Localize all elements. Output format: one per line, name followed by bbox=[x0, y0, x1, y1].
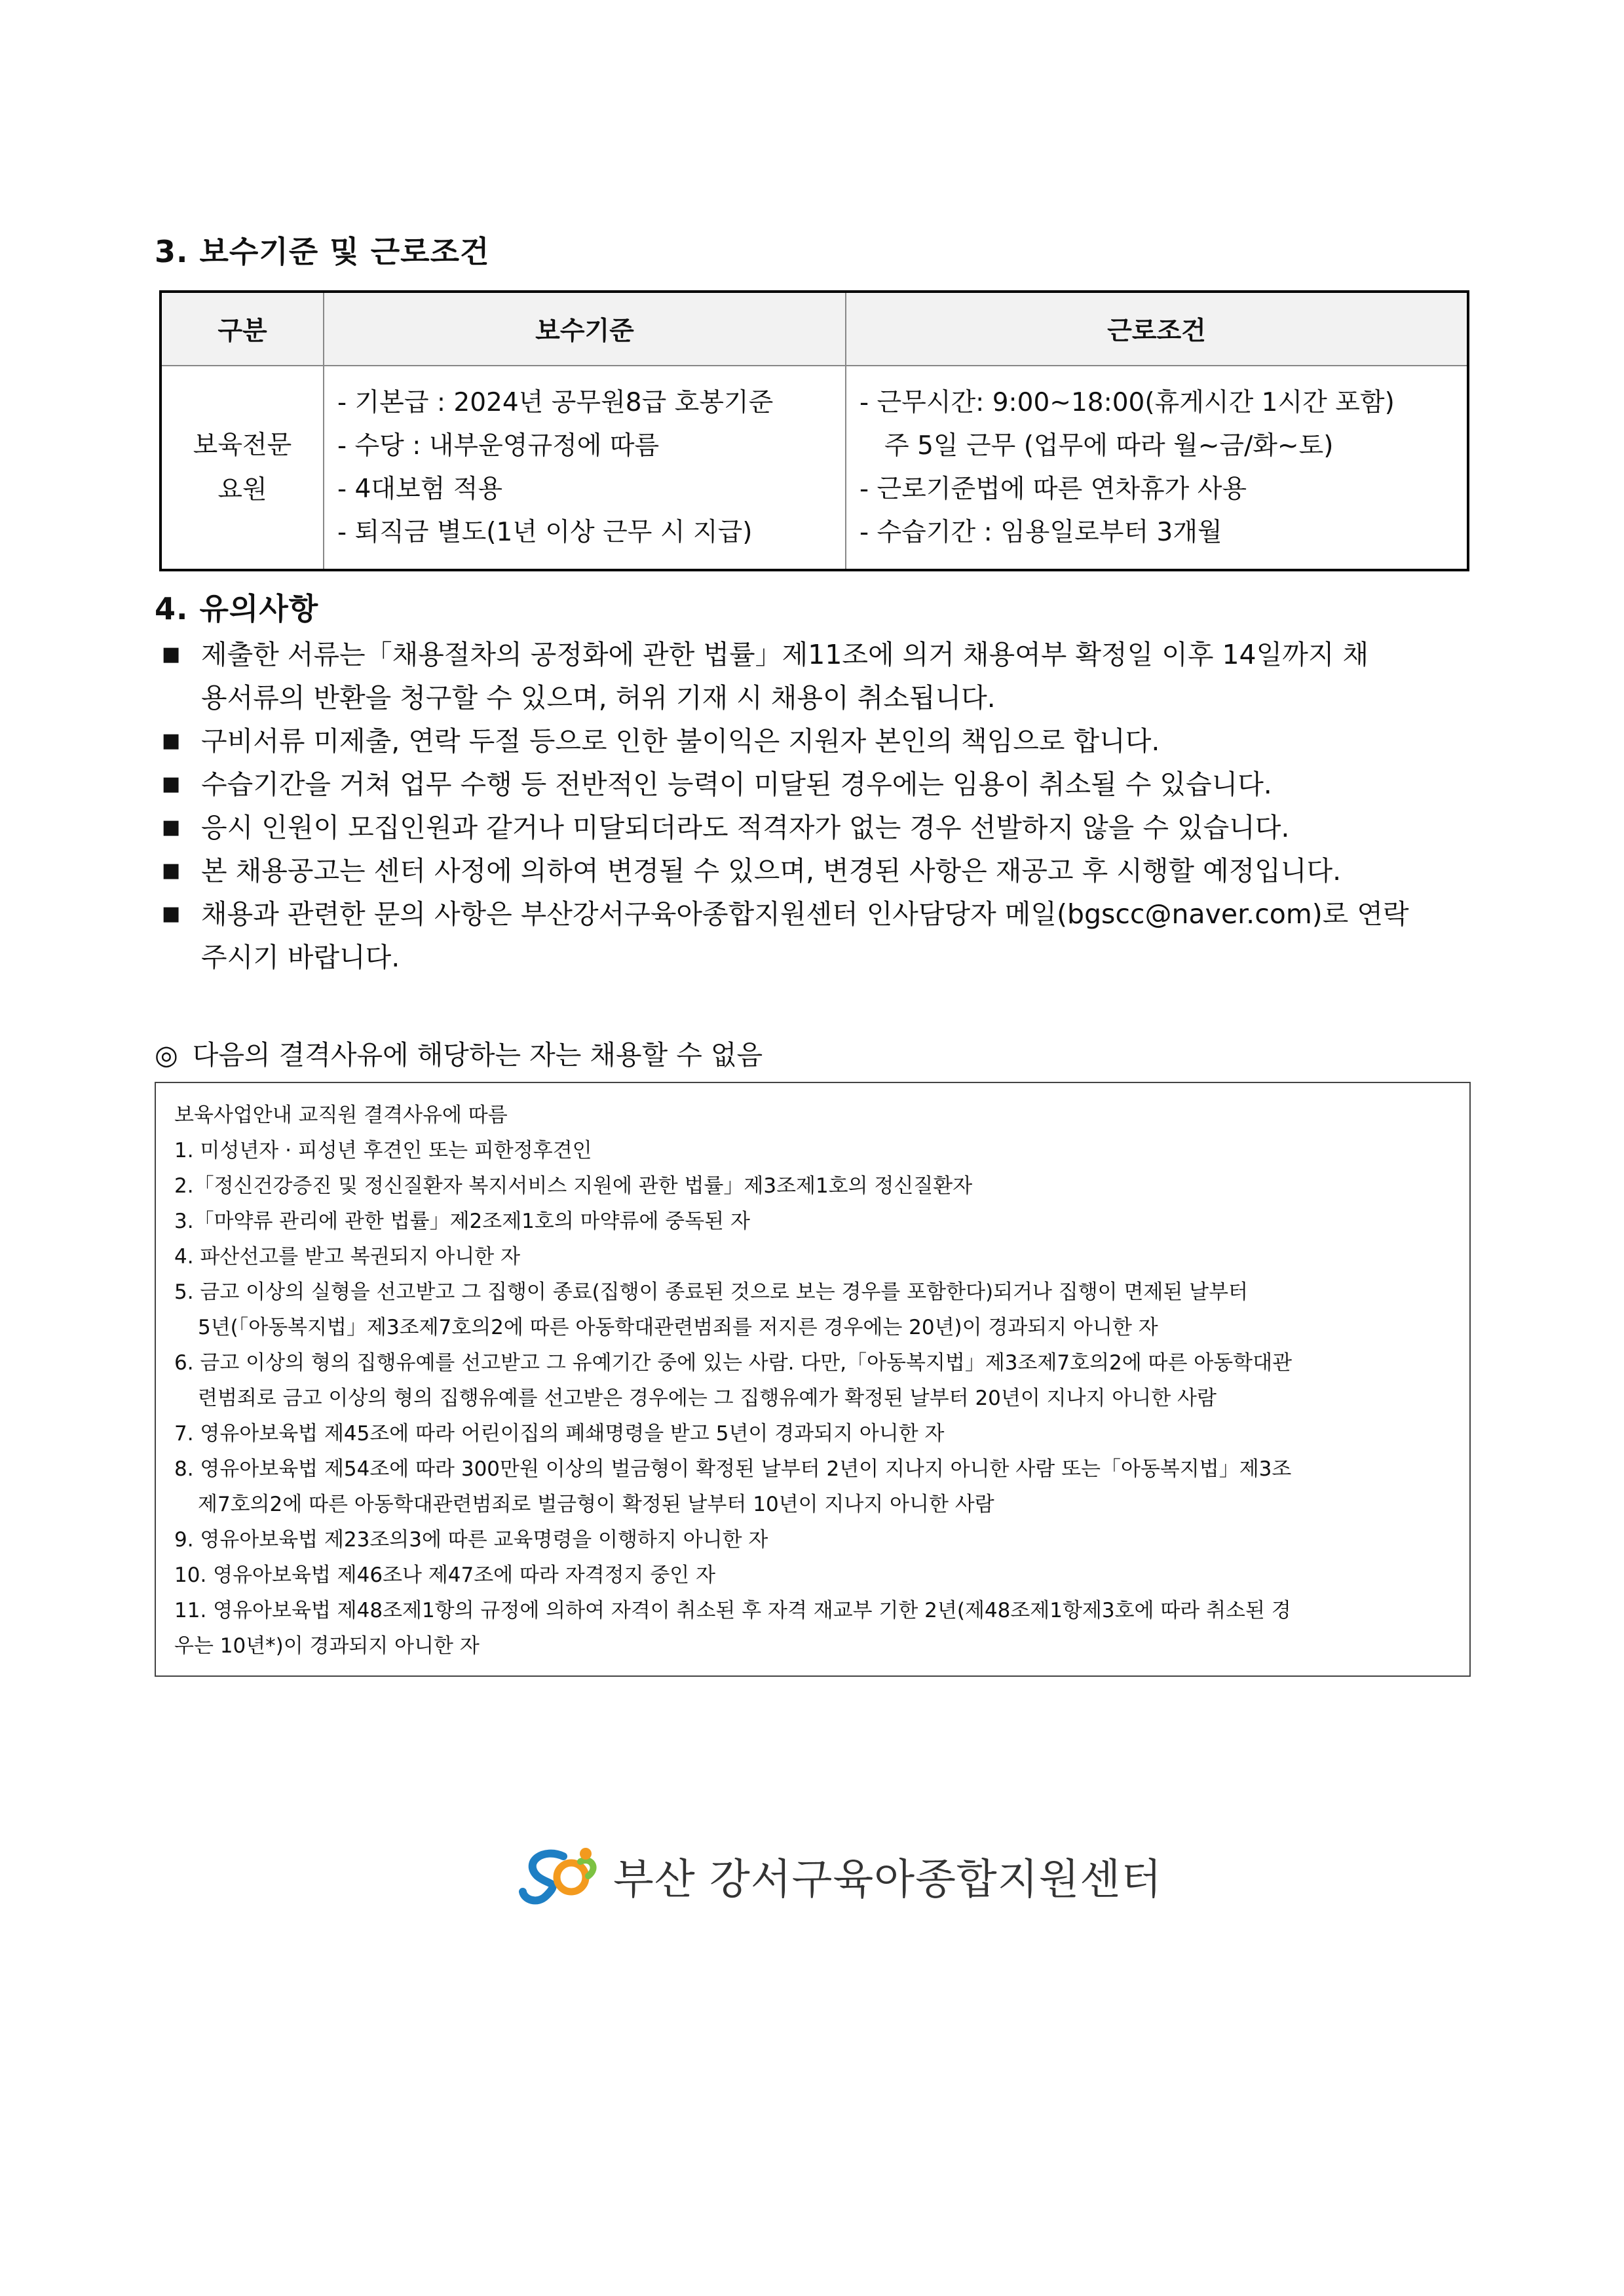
list-item-line: 수습기간을 거쳐 업무 수행 등 전반적인 능력이 미달된 경우에는 임용이 취소될 수 있습니다. bbox=[201, 769, 1272, 800]
disqualification-line: 7. 영유아보육법 제45조에 따라 어린이집의 폐쇄명령을 받고 5년이 경과되지 아니한 자 bbox=[174, 1422, 945, 1445]
work-line: - 근무시간: 9:00~18:00(휴게시간 1시간 포함) bbox=[859, 387, 1395, 417]
pay-line: - 기본급 : 2024년 공무원8급 호봉기준 bbox=[337, 387, 774, 417]
section-4-heading: 4. 유의사항 bbox=[155, 591, 319, 626]
category-cell bbox=[161, 366, 324, 570]
list-item bbox=[159, 806, 1482, 849]
list-item-line: 구비서류 미제출, 연락 두절 등으로 인한 불이익은 지원자 본인의 책임으로 합니다. bbox=[201, 725, 1160, 757]
disqualification-line: 1. 미성년자 · 피성년 후견인 또는 피한정후견인 bbox=[174, 1139, 592, 1162]
disqualification-line: 8. 영유아보육법 제54조에 따라 300만원 이상의 벌금형이 확정된 날부터 2년이 지나지 아니한 사람 또는「아동복지법」제3조 bbox=[174, 1457, 1292, 1481]
disqualification-heading-text: 다음의 결격사유에 해당하는 자는 채용할 수 없음 bbox=[192, 1039, 763, 1071]
disqualification-line: 9. 영유아보육법 제23조의3에 따른 교육명령을 이행하지 아니한 자 bbox=[174, 1528, 768, 1552]
footer bbox=[518, 1840, 1162, 1912]
table-row bbox=[161, 366, 1468, 570]
disqualification-line: 3.「마약류 관리에 관한 법률」제2조제1호의 마약류에 중독된 자 bbox=[174, 1210, 750, 1233]
notice-list bbox=[159, 633, 1482, 979]
header-work: 근로조건 bbox=[846, 292, 1468, 366]
list-item-line: 용서류의 반환을 청구할 수 있으며, 허위 기재 시 채용이 취소됩니다. bbox=[201, 682, 996, 714]
square-bullet-icon: ■ bbox=[162, 773, 181, 795]
disqualification-heading bbox=[155, 1033, 763, 1072]
header-pay: 보수기준 bbox=[324, 292, 846, 366]
category-line: 요원 bbox=[217, 474, 267, 505]
square-bullet-icon: ■ bbox=[162, 643, 181, 666]
list-item bbox=[159, 719, 1482, 763]
section-3-heading: 3. 보수기준 및 근로조건 bbox=[155, 234, 490, 269]
disqualification-line: 보육사업안내 교직원 결격사유에 따름 bbox=[174, 1103, 508, 1127]
pay-conditions-table bbox=[159, 290, 1469, 571]
pay-line: - 퇴직금 별도(1년 이상 근무 시 지급) bbox=[337, 517, 753, 547]
center-logo-icon bbox=[518, 1842, 601, 1910]
disqualification-box bbox=[155, 1082, 1471, 1677]
list-item bbox=[159, 633, 1482, 719]
disqualification-line: 6. 금고 이상의 형의 집행유예를 선고받고 그 유예기간 중에 있는 사람. 다만,「아동복지법」제3조제7호의2에 따른 아동학대관 bbox=[174, 1351, 1293, 1375]
work-line: 주 5일 근무 (업무에 따라 월~금/화~토) bbox=[884, 430, 1334, 461]
list-item bbox=[159, 849, 1482, 892]
list-item bbox=[159, 892, 1482, 979]
list-item-line: 응시 인원이 모집인원과 같거나 미달되더라도 적격자가 없는 경우 선발하지 않을 수 있습니다. bbox=[201, 812, 1290, 843]
list-item-line: 본 채용공고는 센터 사정에 의하여 변경될 수 있으며, 변경된 사항은 재공고 후 시행할 예정입니다. bbox=[201, 855, 1342, 887]
square-bullet-icon: ■ bbox=[162, 729, 181, 752]
disqualification-line: 2.「정신건강증진 및 정신질환자 복지서비스 지원에 관한 법률」제3조제1호의 정신질환자 bbox=[174, 1174, 973, 1198]
disqualification-line: 11. 영유아보육법 제48조제1항의 규정에 의하여 자격이 취소된 후 자격 재교부 기한 2년(제48조제1항제3호에 따라 취소된 경 bbox=[174, 1599, 1291, 1622]
disqualification-line: 련범죄로 금고 이상의 형의 집행유예를 선고받은 경우에는 그 집행유예가 확정된 날부터 20년이 지나지 아니한 사람 bbox=[198, 1387, 1217, 1410]
work-line: - 근로기준법에 따른 연차휴가 사용 bbox=[859, 474, 1247, 504]
list-item-line: 주시기 바랍니다. bbox=[201, 942, 400, 973]
double-circle-icon: ◎ bbox=[155, 1039, 178, 1071]
header-category: 구분 bbox=[161, 292, 324, 366]
pay-cell bbox=[324, 366, 846, 570]
disqualification-line: 5년(「아동복지법」제3조제7호의2에 따른 아동학대관련범죄를 저지른 경우에는 20년)이 경과되지 아니한 자 bbox=[198, 1316, 1158, 1339]
list-item bbox=[159, 763, 1482, 806]
disqualification-line: 우는 10년*)이 경과되지 아니한 자 bbox=[174, 1634, 480, 1658]
pay-line: - 4대보험 적용 bbox=[337, 474, 503, 504]
org-name: 부산 강서구육아종합지원센터 bbox=[613, 1856, 1163, 1904]
disqualification-line: 제7호의2에 따른 아동학대관련범죄로 벌금형이 확정된 날부터 10년이 지나지 아니한 사람 bbox=[198, 1493, 994, 1516]
list-item-line: 채용과 관련한 문의 사항은 부산강서구육아종합지원센터 인사담당자 메일(bgscc@naver.com)로 연락 bbox=[201, 898, 1409, 930]
list-item-line: 제출한 서류는「채용절차의 공정화에 관한 법률」제11조에 의거 채용여부 확정일 이후 14일까지 채 bbox=[201, 639, 1369, 670]
category-line: 보육전문 bbox=[193, 430, 292, 460]
work-cell bbox=[846, 366, 1468, 570]
work-line: - 수습기간 : 임용일로부터 3개월 bbox=[859, 517, 1222, 547]
square-bullet-icon: ■ bbox=[162, 816, 181, 839]
disqualification-line: 4. 파산선고를 받고 복권되지 아니한 자 bbox=[174, 1245, 521, 1269]
disqualification-line: 10. 영유아보육법 제46조나 제47조에 따라 자격정지 중인 자 bbox=[174, 1563, 716, 1587]
square-bullet-icon: ■ bbox=[162, 902, 181, 925]
pay-line: - 수당 : 내부운영규정에 따름 bbox=[337, 430, 660, 461]
square-bullet-icon: ■ bbox=[162, 859, 181, 882]
disqualification-line: 5. 금고 이상의 실형을 선고받고 그 집행이 종료(집행이 종료된 것으로 보는 경우를 포함한다)되거나 집행이 면제된 날부터 bbox=[174, 1280, 1248, 1304]
table-header-row bbox=[161, 292, 1468, 366]
